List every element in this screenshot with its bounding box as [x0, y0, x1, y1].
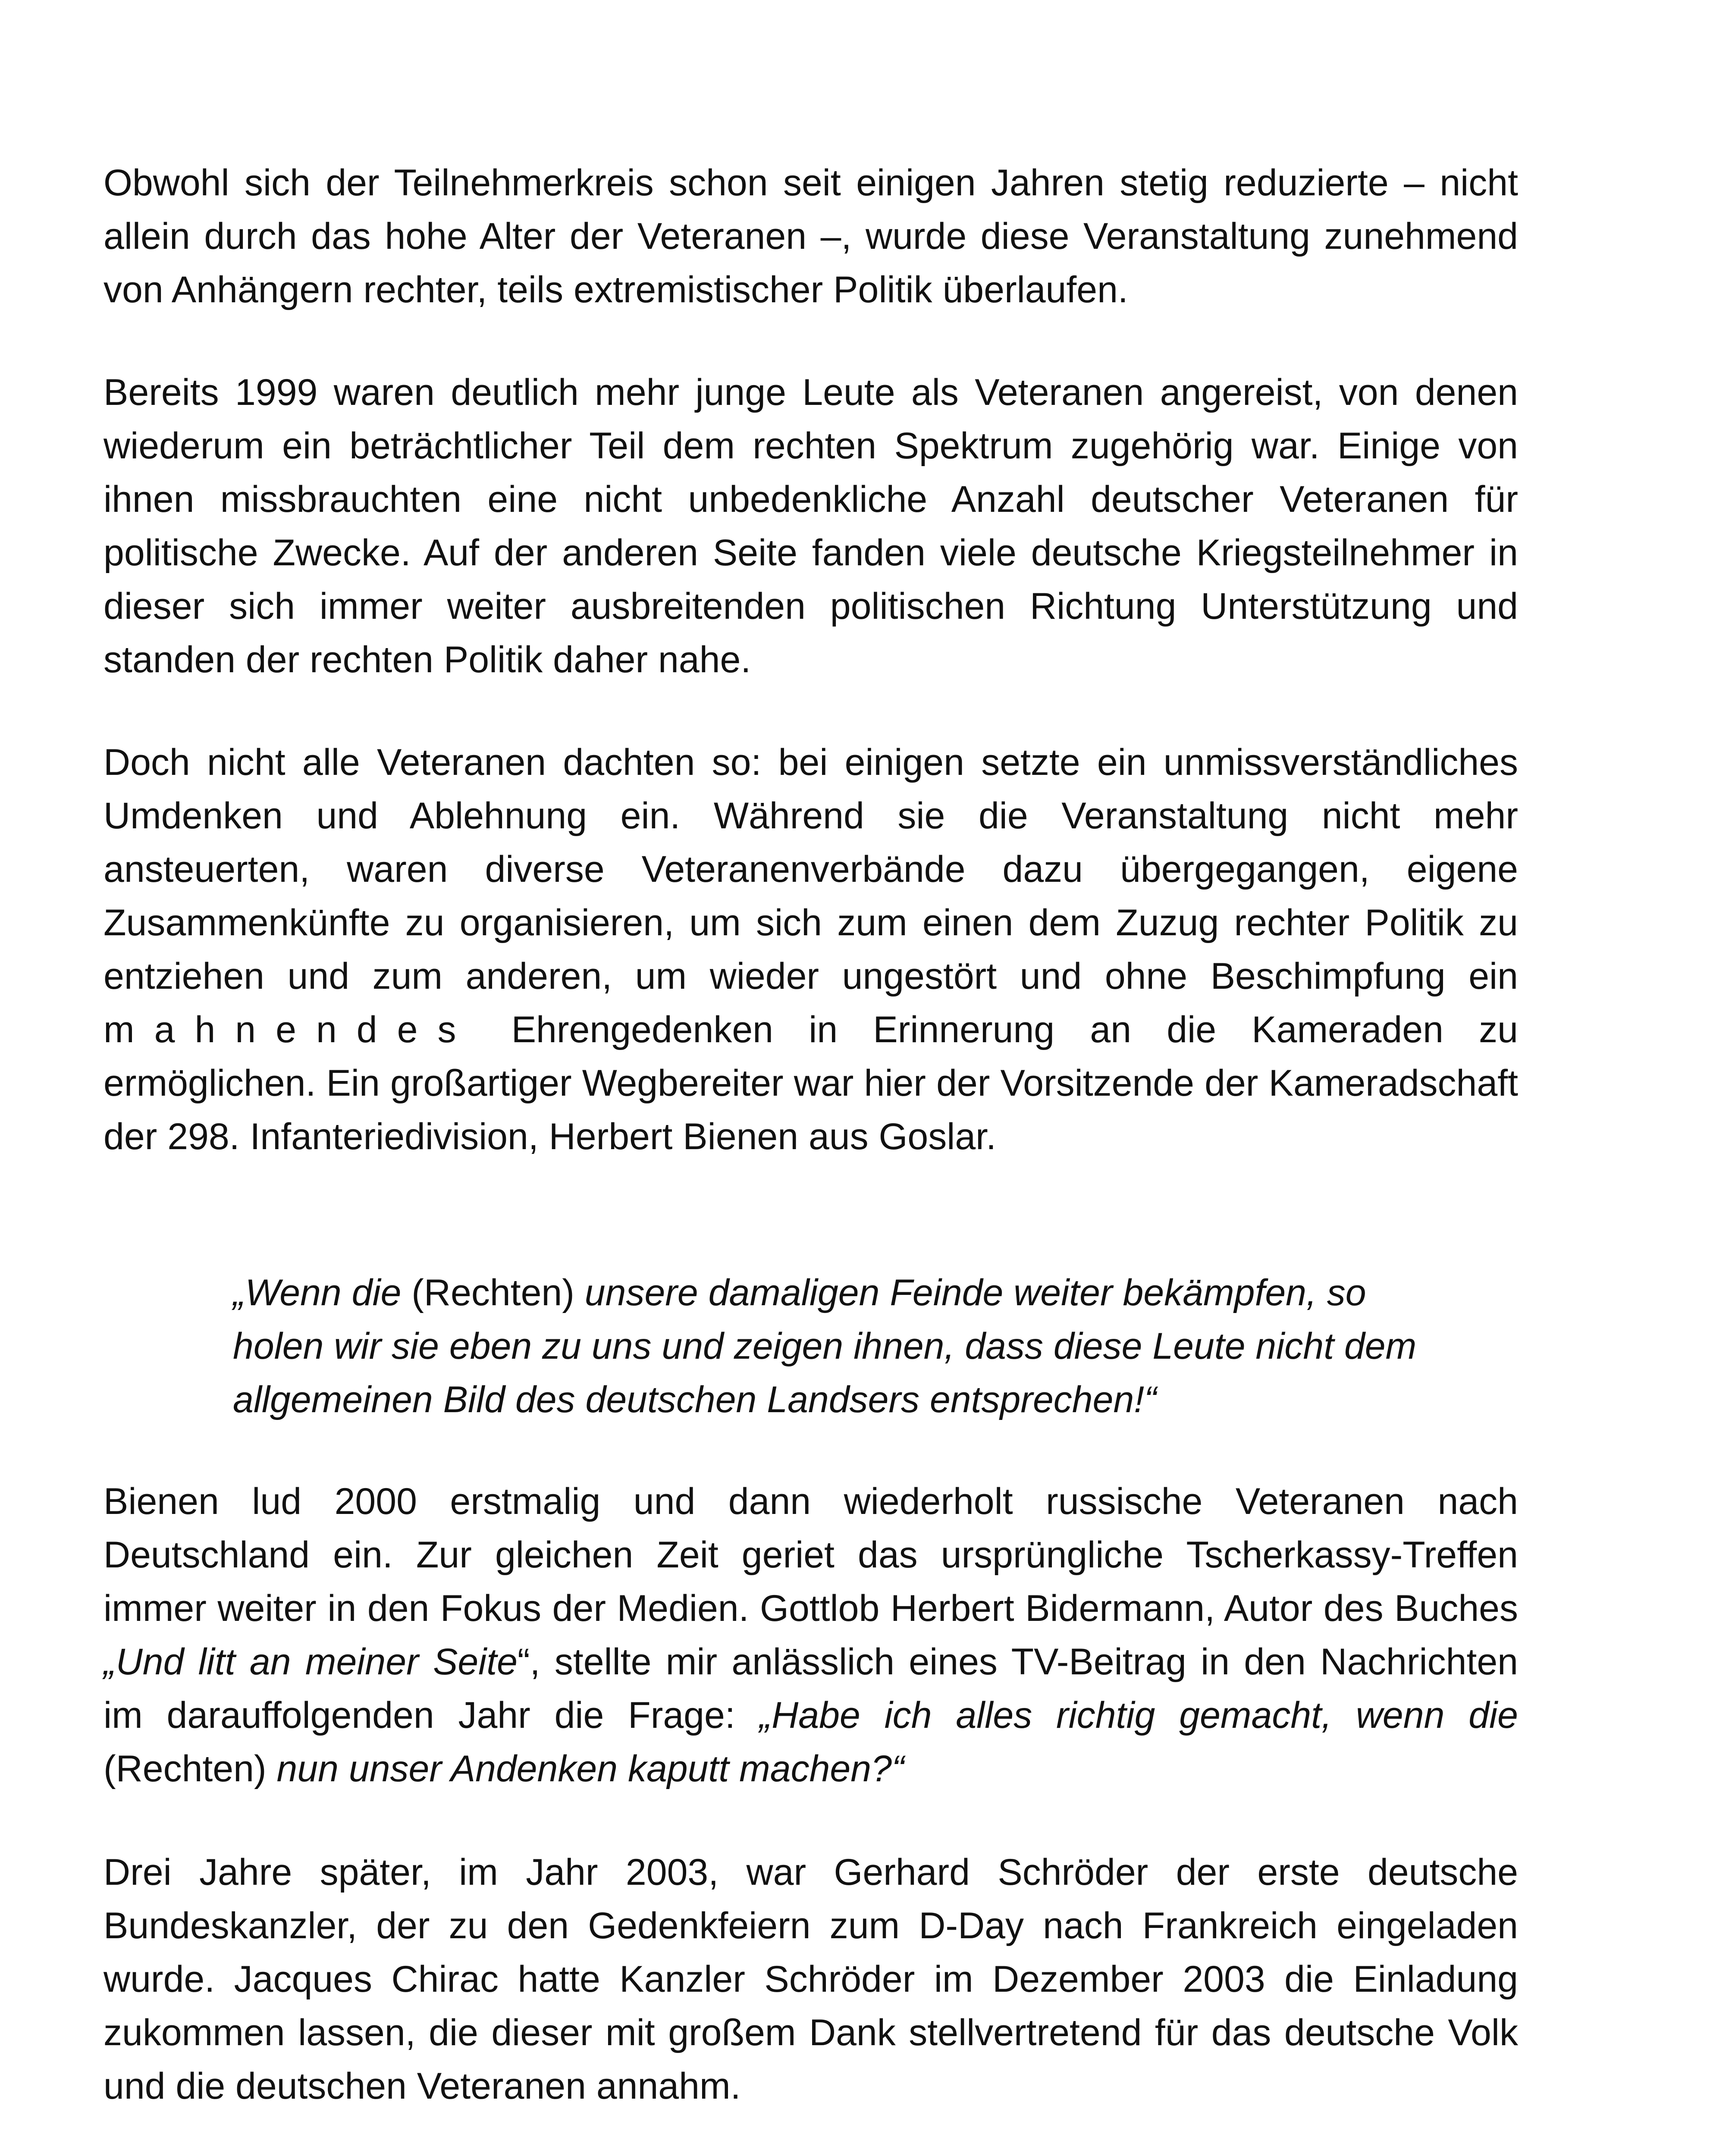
quote-part-2: (Rechten) [411, 1272, 574, 1313]
paragraph-4-part-1: Bienen lud 2000 erstmalig und dann wiederholt russische Veteranen nach Deutschland ein. Zur gleichen Zeit geriet das ursprüngliche Tscherkassy-Treffen immer weiter in den Fokus der Medien. Gottlob Herbert Bidermann, Autor des Buches [104, 1481, 1528, 1629]
paragraph-4 [104, 1475, 1528, 1796]
paragraph-2 [104, 366, 1528, 686]
paragraph-1 [104, 156, 1528, 317]
paragraph-2-text: Bereits 1999 waren deutlich mehr junge Leute als Veteranen angereist, von denen wiederum ein beträchtlicher Teil dem rechten Spektrum zugehörig war. Einige von ihnen missbrauchten eine nicht unbedenkliche Anzahl deutscher Veteranen für politische Zwecke. Auf der anderen Seite fanden viele deutsche Kriegsteilnehmer in dieser sich immer weiter ausbreitenden politischen Richtung Unterstützung und standen der rechten Politik daher nahe. [104, 372, 1528, 680]
book-title: „Und litt an meiner Seite [104, 1641, 518, 1683]
paragraph-4-part-2: “, stellte mir anlässlich eines TV-Beitrag in den Nachrichten im darauffolgenden Jahr die Frage: [104, 1641, 1528, 1736]
question-part-c: nun unser Andenken kaputt machen?“ [276, 1748, 904, 1789]
quote-part-3: unsere damaligen Feinde weiter bekämpfen, so holen wir sie eben zu uns und zeigen ihnen, dass diese Leute nicht dem allgemeinen Bild des deutschen Landsers entsprechen!“ [233, 1272, 1417, 1420]
paragraph-3-after: Ehrengedenken in Erinnerung an die Kameraden zu ermöglichen. Ein großartiger Wegbereiter war hier der Vorsitzende der Kameradschaft der 298. Infanteriedivision, Herbert Bienen aus Goslar. [104, 1009, 1528, 1157]
paragraph-3-before: Doch nicht alle Veteranen dachten so: bei einigen setzte ein unmissverständliches Umdenken und Ablehnung ein. Während sie die Veranstaltung nicht mehr ansteuerten, waren diverse Veteranenverbände dazu übergegangen, eigene Zusammenkünfte zu organisieren, um sich zum einen dem Zuzug rechter Politik zu entziehen und zum anderen, um wieder ungestört und ohne Beschimpfung ein [104, 742, 1528, 997]
paragraph-1-text: Obwohl sich der Teilnehmerkreis schon seit einigen Jahren stetig reduzierte – nicht allein durch das hohe Alter der Veteranen –, wurde diese Veranstaltung zunehmend von Anhängern rechter, teils extremistischer Politik überlaufen. [104, 162, 1528, 310]
paragraph-3 [104, 736, 1528, 1163]
question-part-a: „Habe ich alles richtig gemacht, wenn die [759, 1695, 1518, 1736]
paragraph-3-spaced-word: mahnendes [104, 1009, 476, 1050]
paragraph-5-text: Drei Jahre später, im Jahr 2003, war Gerhard Schröder der erste deutsche Bundeskanzler, der zu den Gedenkfeiern zum D-Day nach Frankreich eingeladen wurde. Jacques Chirac hatte Kanzler Schröder im Dezember 2003 die Einladung zukommen lassen, die dieser mit großem Dank stellvertretend für das deutsche Volk und die deutschen Veteranen annahm. [104, 1852, 1528, 2107]
block-quote [233, 1266, 1449, 1426]
quote-part-1: „Wenn die [233, 1272, 412, 1313]
paragraph-5 [104, 1846, 1528, 2113]
question-part-b: (Rechten) [104, 1695, 1528, 1789]
